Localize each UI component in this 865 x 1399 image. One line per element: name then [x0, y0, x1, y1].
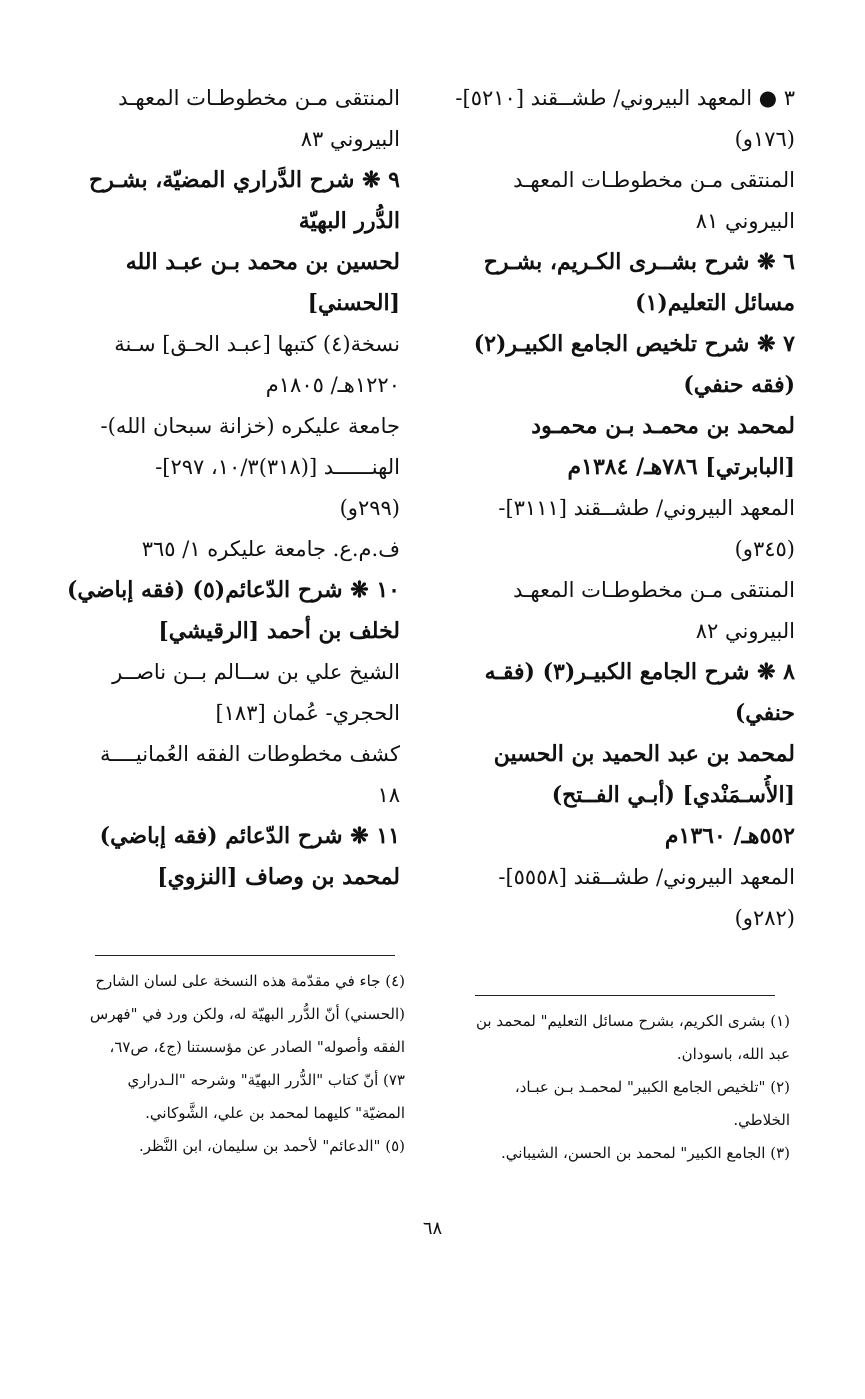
left-column-line: لمحمد بن وصاف [النزوي]	[157, 864, 400, 890]
right-column-line: البيروني ٨٢	[695, 619, 795, 643]
left-column-line: الشيخ علي بن ســالم بــن ناصــر	[112, 660, 400, 684]
footnotes-right	[440, 1005, 790, 1170]
right-column	[440, 78, 795, 939]
right-column-line: المنتقى مـن مخطوطـات المعهـد	[513, 578, 795, 602]
right-column-line: المعهد البيروني/ طشــقند [٣١١١]-	[498, 496, 795, 520]
footnote-separator-left	[95, 955, 395, 956]
page-number: ٦٨	[422, 1218, 443, 1239]
left-column-line: ٩ ❋ شرح الدَّراري المضيّة، بشـرح	[89, 167, 400, 193]
right-column-line: ٨ ❋ شرح الجامع الكبيـر(٣) (فقـه	[484, 659, 795, 685]
left-column-line: ١٨	[377, 783, 400, 807]
right-column-line: (٣٤٥و)	[734, 537, 795, 561]
right-column-line: ٥٥٢هـ/ ١٣٦٠م	[664, 823, 795, 849]
right-column-line: لمحمد بن محمـد بـن محمـود	[531, 413, 795, 439]
left-column-line: الهنــــــد [(٣١٨)١٠/٣، ٢٩٧]-	[155, 455, 400, 479]
left-column-line: لحسين بن محمد بـن عبـد الله	[125, 249, 400, 275]
footnote-line: (٢) "تلخيص الجامع الكبير" لمحمـد بـن عبـاد،	[514, 1078, 790, 1096]
left-column-line: ف.م.ع. جامعة عليكره ١/ ٣٦٥	[141, 537, 400, 561]
left-column-line: جامعة عليكره (خزانة سبحان الله)-	[100, 414, 400, 438]
right-column-line: ٦ ❋ شرح بشــرى الكـريم، بشـرح	[483, 249, 795, 275]
footnote-line: المضيّة" كليهما لمحمد بن علي، الشَّوكاني.	[145, 1104, 405, 1122]
right-column-line: (١٧٦و)	[734, 127, 795, 151]
right-column-line: (٢٨٢و)	[734, 906, 795, 930]
right-column-line: حنفي)	[734, 700, 795, 726]
right-column-line: ٣ ● المعهد البيروني/ طشــقند [٥٢١٠]-	[455, 86, 795, 110]
left-column-line: المنتقى مـن مخطوطـات المعهـد	[118, 86, 400, 110]
right-column-line: مسائل التعليم(١)	[635, 290, 795, 316]
footnote-line: (٤) جاء في مقدّمة هذه النسخة على لسان الشارح	[95, 972, 405, 990]
footnote-line: (٣) الجامع الكبير" لمحمد بن الحسن، الشيباني.	[501, 1144, 790, 1162]
left-column-line: البيروني ٨٣	[300, 127, 400, 151]
right-column-line: المعهد البيروني/ طشــقند [٥٥٥٨]-	[498, 865, 795, 889]
left-column	[65, 78, 400, 898]
footnote-line: ٧٣) أنّ كتاب "الدُّرر البهيّة" وشرحه "الـدراري	[127, 1071, 405, 1089]
left-column-line: الحجري- عُمان [١٨٣]	[215, 701, 400, 725]
right-column-line: البيروني ٨١	[695, 209, 795, 233]
right-column-line: ٧ ❋ شرح تلخيص الجامع الكبيـر(٢)	[473, 331, 795, 357]
left-column-line: ١١ ❋ شرح الدّعائم (فقه إباضي)	[99, 823, 400, 849]
left-column-line: [الحسني]	[307, 290, 400, 316]
footnotes-left	[65, 965, 405, 1163]
right-column-line: [البابرتي] ٧٨٦هـ/ ١٣٨٤م	[567, 454, 795, 480]
left-column-line: الدُّرر البهيّة	[298, 208, 400, 234]
footnote-line: (١) بشرى الكريم، بشرح مسائل التعليم" لمحمد بن	[476, 1012, 790, 1030]
right-column-line: المنتقى مـن مخطوطـات المعهـد	[513, 168, 795, 192]
right-column-line: لمحمد بن عبد الحميد بن الحسين	[493, 741, 795, 767]
right-column-line: (فقه حنفي)	[683, 372, 795, 398]
left-column-line: نسخة(٤) كتبها [عبـد الحـق] سـنة	[114, 332, 400, 356]
left-column-line: لخلف بن أحمد [الرقيشي]	[158, 618, 400, 644]
footnote-line: (الحسني) أنّ الدُّرر البهيّة له، ولكن ورد في "فهرس	[89, 1005, 405, 1023]
left-column-line: (٢٩٩و)	[339, 496, 400, 520]
footnote-line: (٥) "الدعائم" لأحمد بن سليمان، ابن النَّظر.	[139, 1137, 405, 1155]
left-column-line: كشف مخطوطات الفقه العُمانيــــة	[100, 742, 400, 766]
footnote-separator-right	[475, 995, 775, 996]
footnote-line: الخلاطي.	[733, 1111, 790, 1129]
footnote-line: عبد الله، باسودان.	[676, 1045, 790, 1063]
footnote-line: الفقه وأصوله" الصادر عن مؤسستنا (ج٤، ص٦٧،	[109, 1038, 405, 1056]
left-column-line: ١٢٢٠هـ/ ١٨٠٥م	[265, 373, 400, 397]
right-column-line: [الأُسـمَنْدي] (أبـي الفــتح)	[551, 782, 795, 808]
left-column-line: ١٠ ❋ شرح الدّعائم(٥) (فقه إباضي)	[67, 577, 400, 603]
